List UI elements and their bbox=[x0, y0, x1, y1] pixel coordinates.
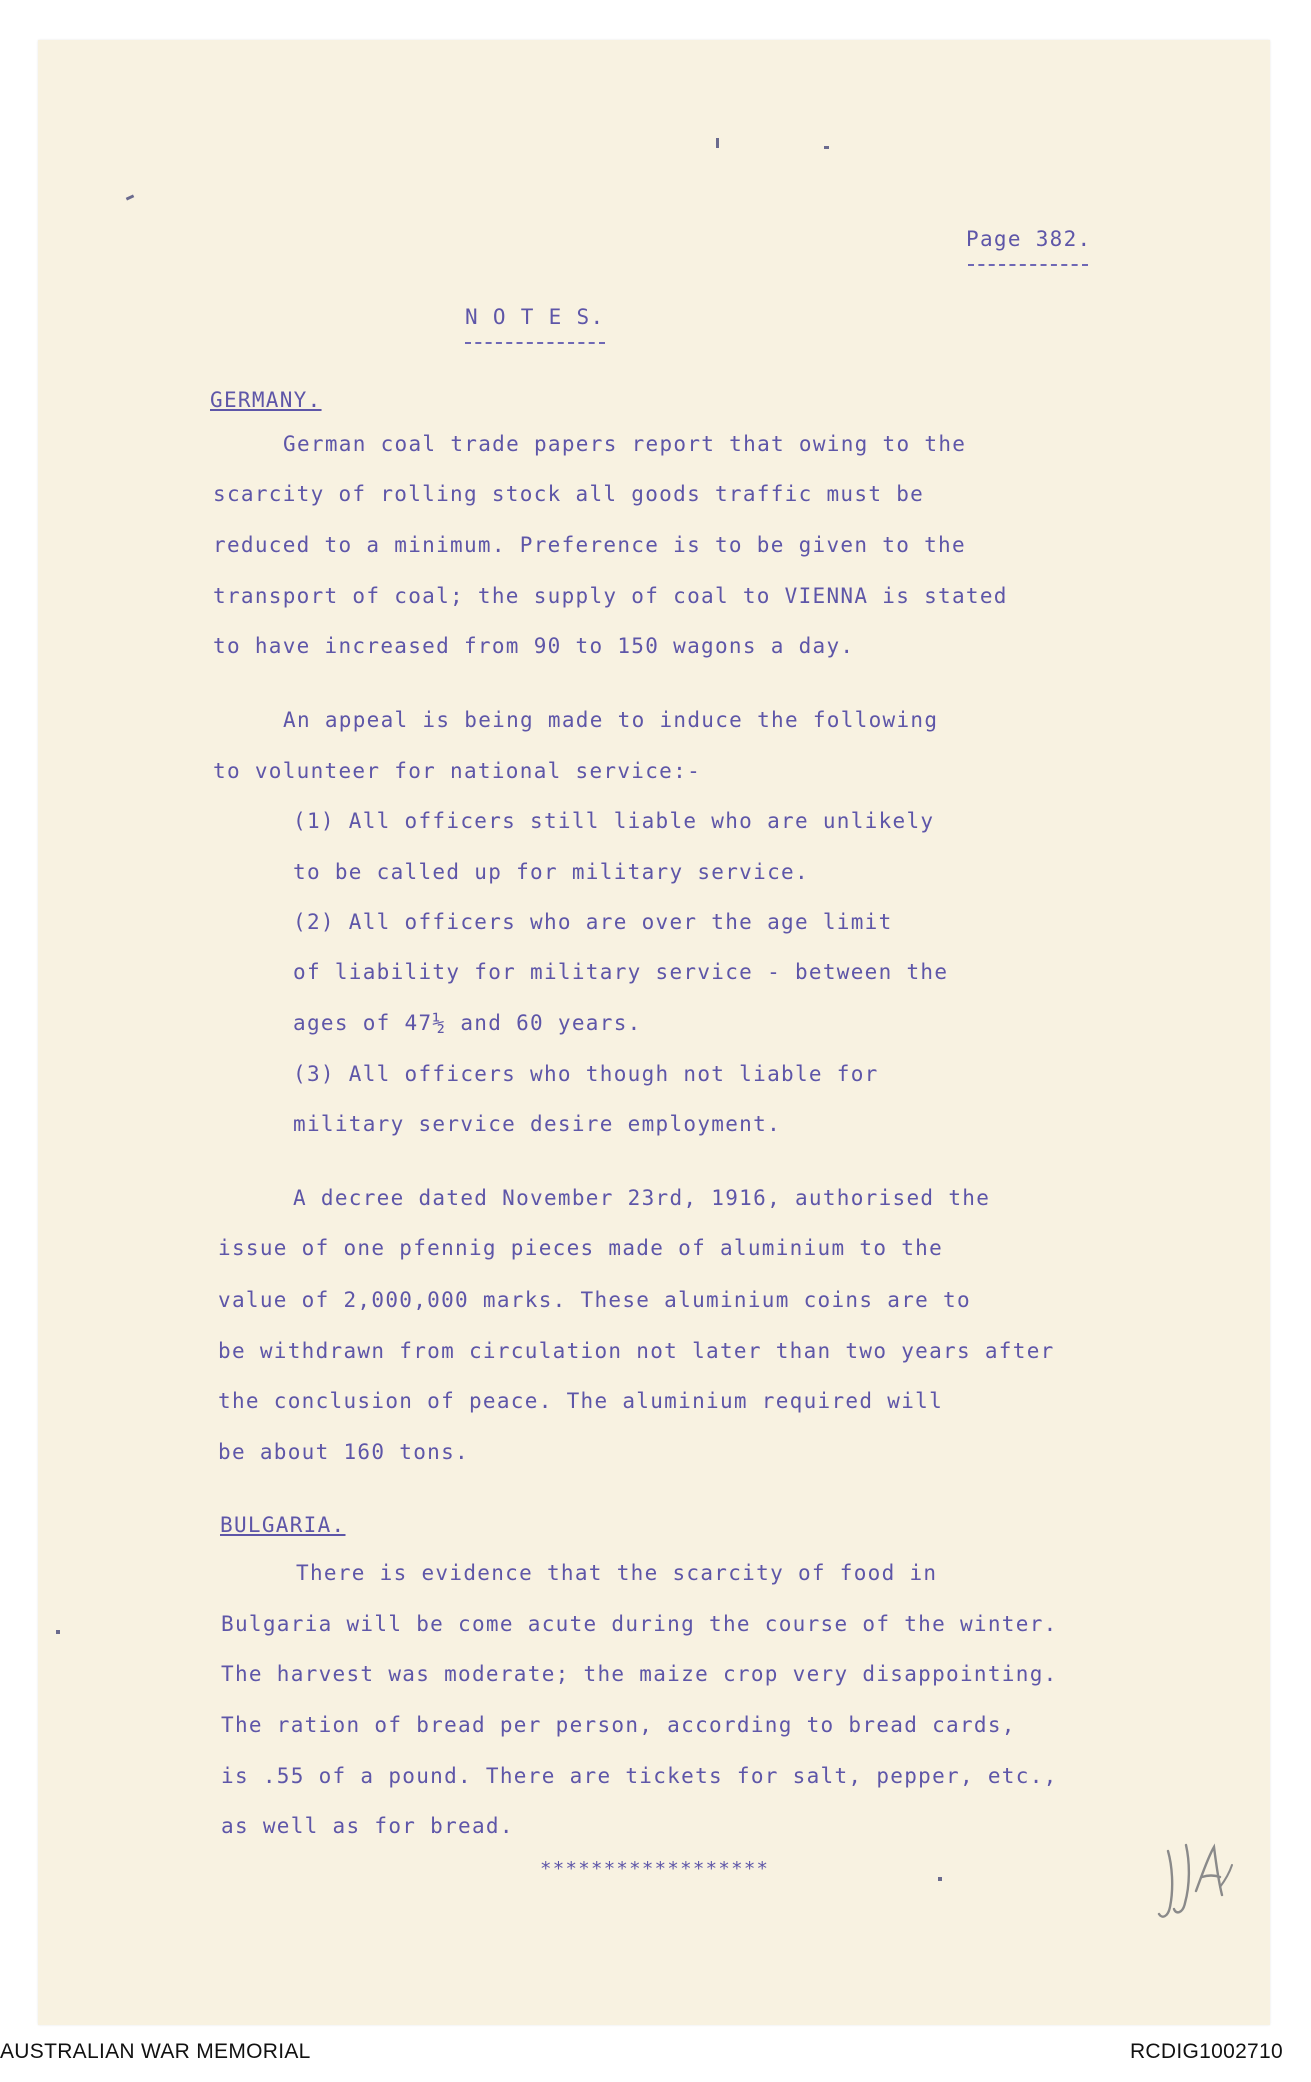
section-heading-germany: GERMANY. bbox=[210, 388, 322, 412]
germany-line: A decree dated November 23rd, 1916, authorised the bbox=[293, 1186, 991, 1210]
bulgaria-line: The harvest was moderate; the maize crop very disappointing. bbox=[221, 1662, 1058, 1686]
germany-line: transport of coal; the supply of coal to VIENNA is stated bbox=[213, 584, 1008, 608]
germany-line: reduced to a minimum. Preference is to be given to the bbox=[213, 533, 966, 557]
germany-line: the conclusion of peace. The aluminium required will bbox=[218, 1389, 944, 1413]
list-item: (2) All officers who are over the age limit bbox=[293, 910, 893, 934]
germany-line: scarcity of rolling stock all goods traffic must be bbox=[213, 482, 925, 506]
asterisk-separator: ****************** bbox=[540, 1858, 770, 1880]
list-item: to be called up for military service. bbox=[293, 860, 809, 884]
section-heading-bulgaria: BULGARIA. bbox=[220, 1513, 346, 1537]
bulgaria-line: Bulgaria will be come acute during the course of the winter. bbox=[221, 1612, 1058, 1636]
list-item: military service desire employment. bbox=[293, 1112, 782, 1136]
germany-line: be withdrawn from circulation not later than two years after bbox=[218, 1339, 1055, 1363]
paper-mark bbox=[716, 138, 719, 148]
paper-mark bbox=[56, 1630, 60, 1634]
page-title: N O T E S. bbox=[465, 305, 605, 329]
title-underline bbox=[465, 342, 605, 344]
handwritten-initials bbox=[1150, 1835, 1240, 1930]
germany-line: to have increased from 90 to 150 wagons a day. bbox=[213, 634, 855, 658]
page-number-underline bbox=[968, 264, 1088, 266]
germany-line: to volunteer for national service:- bbox=[213, 759, 702, 783]
germany-line: value of 2,000,000 marks. These aluminium coins are to bbox=[218, 1288, 971, 1312]
paper-mark bbox=[824, 146, 829, 149]
footer-id: RCDIG1002710 bbox=[1129, 2040, 1283, 2063]
bulgaria-line: There is evidence that the scarcity of food in bbox=[296, 1561, 938, 1585]
list-item: of liability for military service - between the bbox=[293, 960, 949, 984]
germany-line: An appeal is being made to induce the following bbox=[283, 708, 939, 732]
footer-source: AUSTRALIAN WAR MEMORIAL bbox=[0, 2040, 311, 2063]
germany-line: issue of one pfennig pieces made of aluminium to the bbox=[218, 1236, 944, 1260]
germany-line: be about 160 tons. bbox=[218, 1440, 469, 1464]
page-number: Page 382. bbox=[966, 227, 1092, 251]
bulgaria-line: as well as for bread. bbox=[221, 1814, 514, 1838]
list-item: (1) All officers still liable who are unlikely bbox=[293, 809, 935, 833]
list-item: (3) All officers who though not liable for bbox=[293, 1062, 879, 1086]
bulgaria-line: is .55 of a pound. There are tickets for salt, pepper, etc., bbox=[221, 1764, 1058, 1788]
germany-line: German coal trade papers report that owing to the bbox=[283, 432, 967, 456]
bulgaria-line: The ration of bread per person, according to bread cards, bbox=[221, 1713, 1016, 1737]
paper-mark bbox=[938, 1877, 942, 1881]
list-item: ages of 47½ and 60 years. bbox=[293, 1011, 642, 1035]
